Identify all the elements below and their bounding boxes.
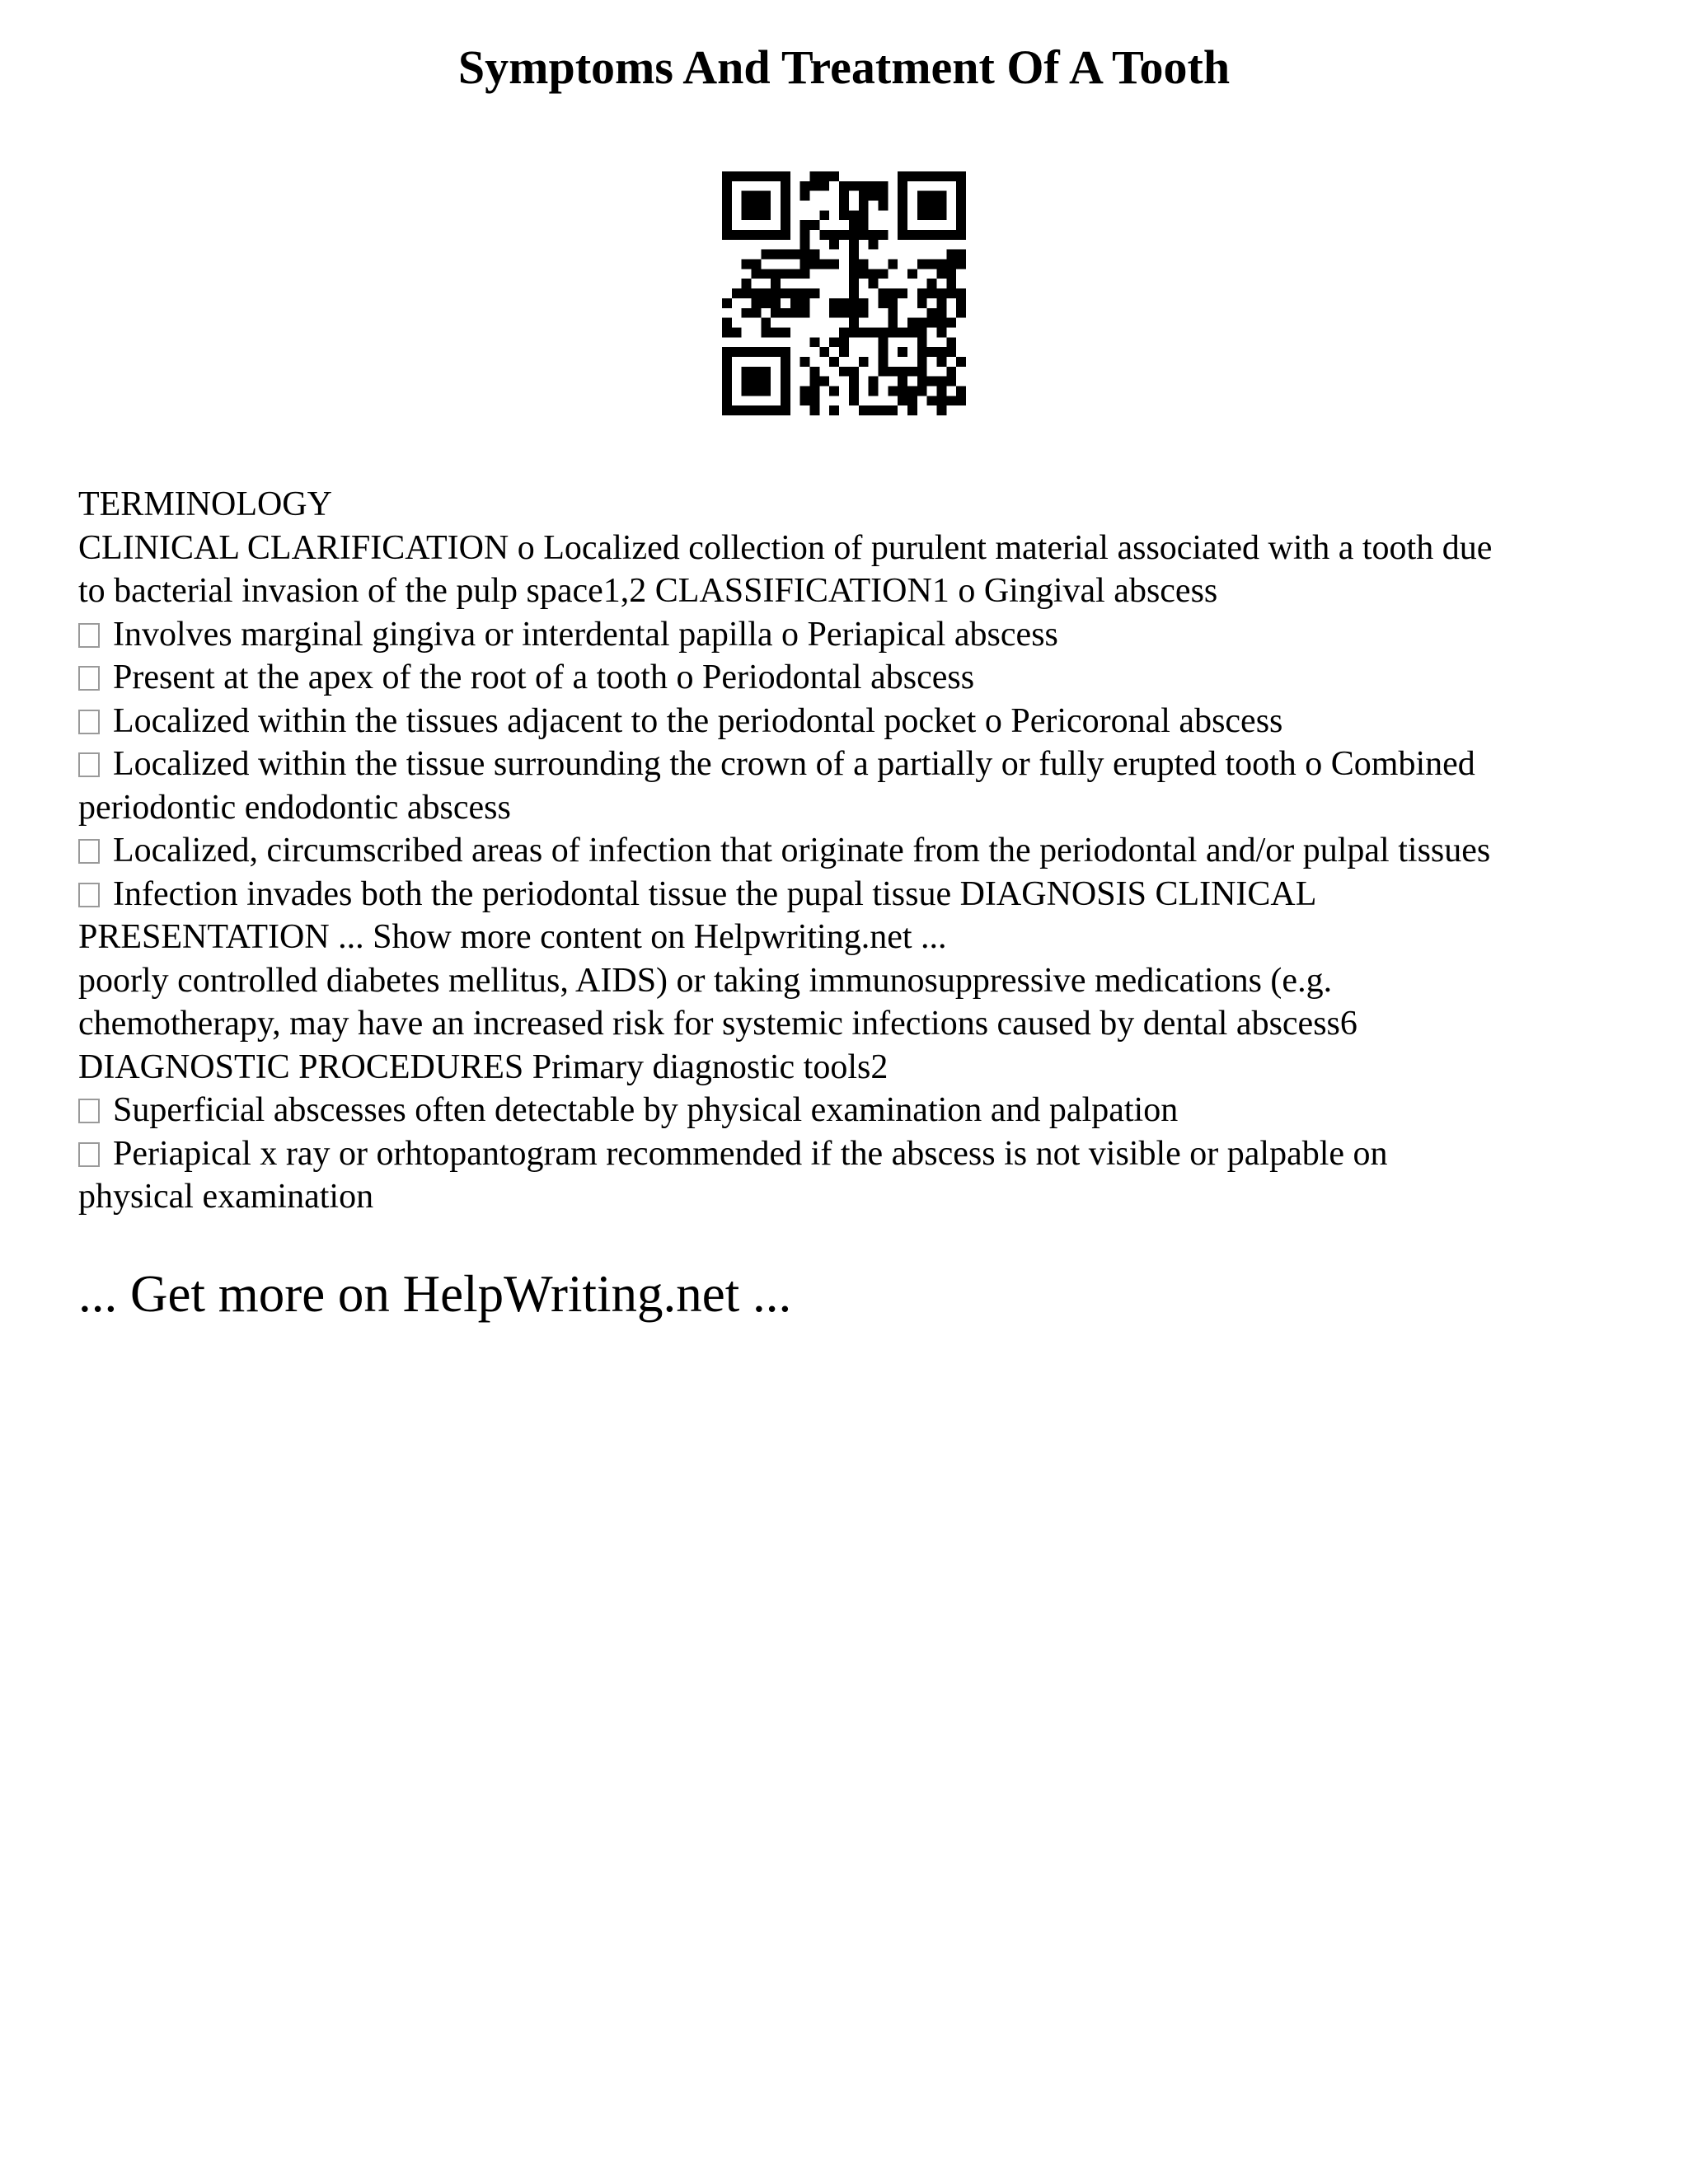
page-title: Symptoms And Treatment Of A Tooth bbox=[457, 40, 1231, 94]
missing-glyph-bullet-icon bbox=[78, 839, 100, 864]
body-line-text: PRESENTATION ... Show more content on Helpwriting.net ... bbox=[78, 918, 947, 956]
body-line bbox=[78, 1002, 1644, 1046]
missing-glyph-bullet-icon bbox=[78, 1099, 100, 1123]
body-line-text: Localized within the tissues adjacent to the periodontal pocket o Pericoronal abscess bbox=[113, 701, 1283, 740]
body-line-text: Involves marginal gingiva or interdental papilla o Periapical abscess bbox=[113, 615, 1058, 654]
missing-glyph-bullet-icon bbox=[78, 666, 100, 691]
body-line-text: TERMINOLOGY bbox=[78, 485, 332, 523]
qr-code-icon bbox=[722, 171, 966, 415]
missing-glyph-bullet-icon bbox=[78, 1142, 100, 1167]
body-line bbox=[78, 613, 1644, 657]
body-line-text: Periapical x ray or orhtopantogram recommended if the abscess is not visible or palpable on bbox=[113, 1134, 1388, 1173]
body-line bbox=[78, 786, 1644, 830]
body-line bbox=[78, 1089, 1644, 1132]
body-line-text: Superficial abscesses often detectable by physical examination and palpation bbox=[113, 1091, 1179, 1129]
get-more-link[interactable]: ... Get more on HelpWriting.net ... bbox=[78, 1265, 792, 1323]
missing-glyph-bullet-icon bbox=[78, 752, 100, 777]
body-line-text: chemotherapy, may have an increased risk for systemic infections caused by dental abscess6 bbox=[78, 1005, 1357, 1043]
body-line bbox=[78, 829, 1644, 873]
document-body bbox=[78, 483, 1644, 1219]
body-line-text: to bacterial invasion of the pulp space1,2 CLASSIFICATION1 o Gingival abscess bbox=[78, 572, 1218, 610]
body-line-text: physical examination bbox=[78, 1178, 374, 1216]
body-line-text: Localized, circumscribed areas of infection that originate from the periodontal and/or pulpal tissues bbox=[113, 832, 1491, 869]
body-line bbox=[78, 569, 1644, 613]
body-line-text: Present at the apex of the root of a tooth o Periodontal abscess bbox=[113, 658, 975, 696]
body-line bbox=[78, 743, 1644, 786]
body-line-text: Infection invades both the periodontal tissue the pupal tissue DIAGNOSIS CLINICAL bbox=[113, 874, 1317, 913]
body-line bbox=[78, 527, 1644, 570]
body-line bbox=[78, 873, 1644, 916]
body-line bbox=[78, 1175, 1644, 1219]
missing-glyph-bullet-icon bbox=[78, 883, 100, 907]
body-line-text: Localized within the tissue surrounding the crown of a partially or fully erupted tooth o Combined bbox=[113, 745, 1475, 783]
body-line bbox=[78, 483, 1644, 527]
body-line-text: DIAGNOSTIC PROCEDURES Primary diagnostic tools2 bbox=[78, 1047, 889, 1086]
body-line bbox=[78, 700, 1644, 743]
body-line bbox=[78, 1046, 1644, 1090]
body-line bbox=[78, 656, 1644, 700]
body-line-text: poorly controlled diabetes mellitus, AIDS) or taking immunosuppressive medications (e.g. bbox=[78, 961, 1333, 1000]
missing-glyph-bullet-icon bbox=[78, 710, 100, 734]
missing-glyph-bullet-icon bbox=[78, 623, 100, 648]
body-line bbox=[78, 1132, 1644, 1176]
body-line bbox=[78, 959, 1644, 1003]
body-line-text: CLINICAL CLARIFICATION o Localized collection of purulent material associated with a tooth due bbox=[78, 528, 1493, 567]
body-line-text: periodontic endodontic abscess bbox=[78, 788, 511, 827]
body-line bbox=[78, 916, 1644, 959]
